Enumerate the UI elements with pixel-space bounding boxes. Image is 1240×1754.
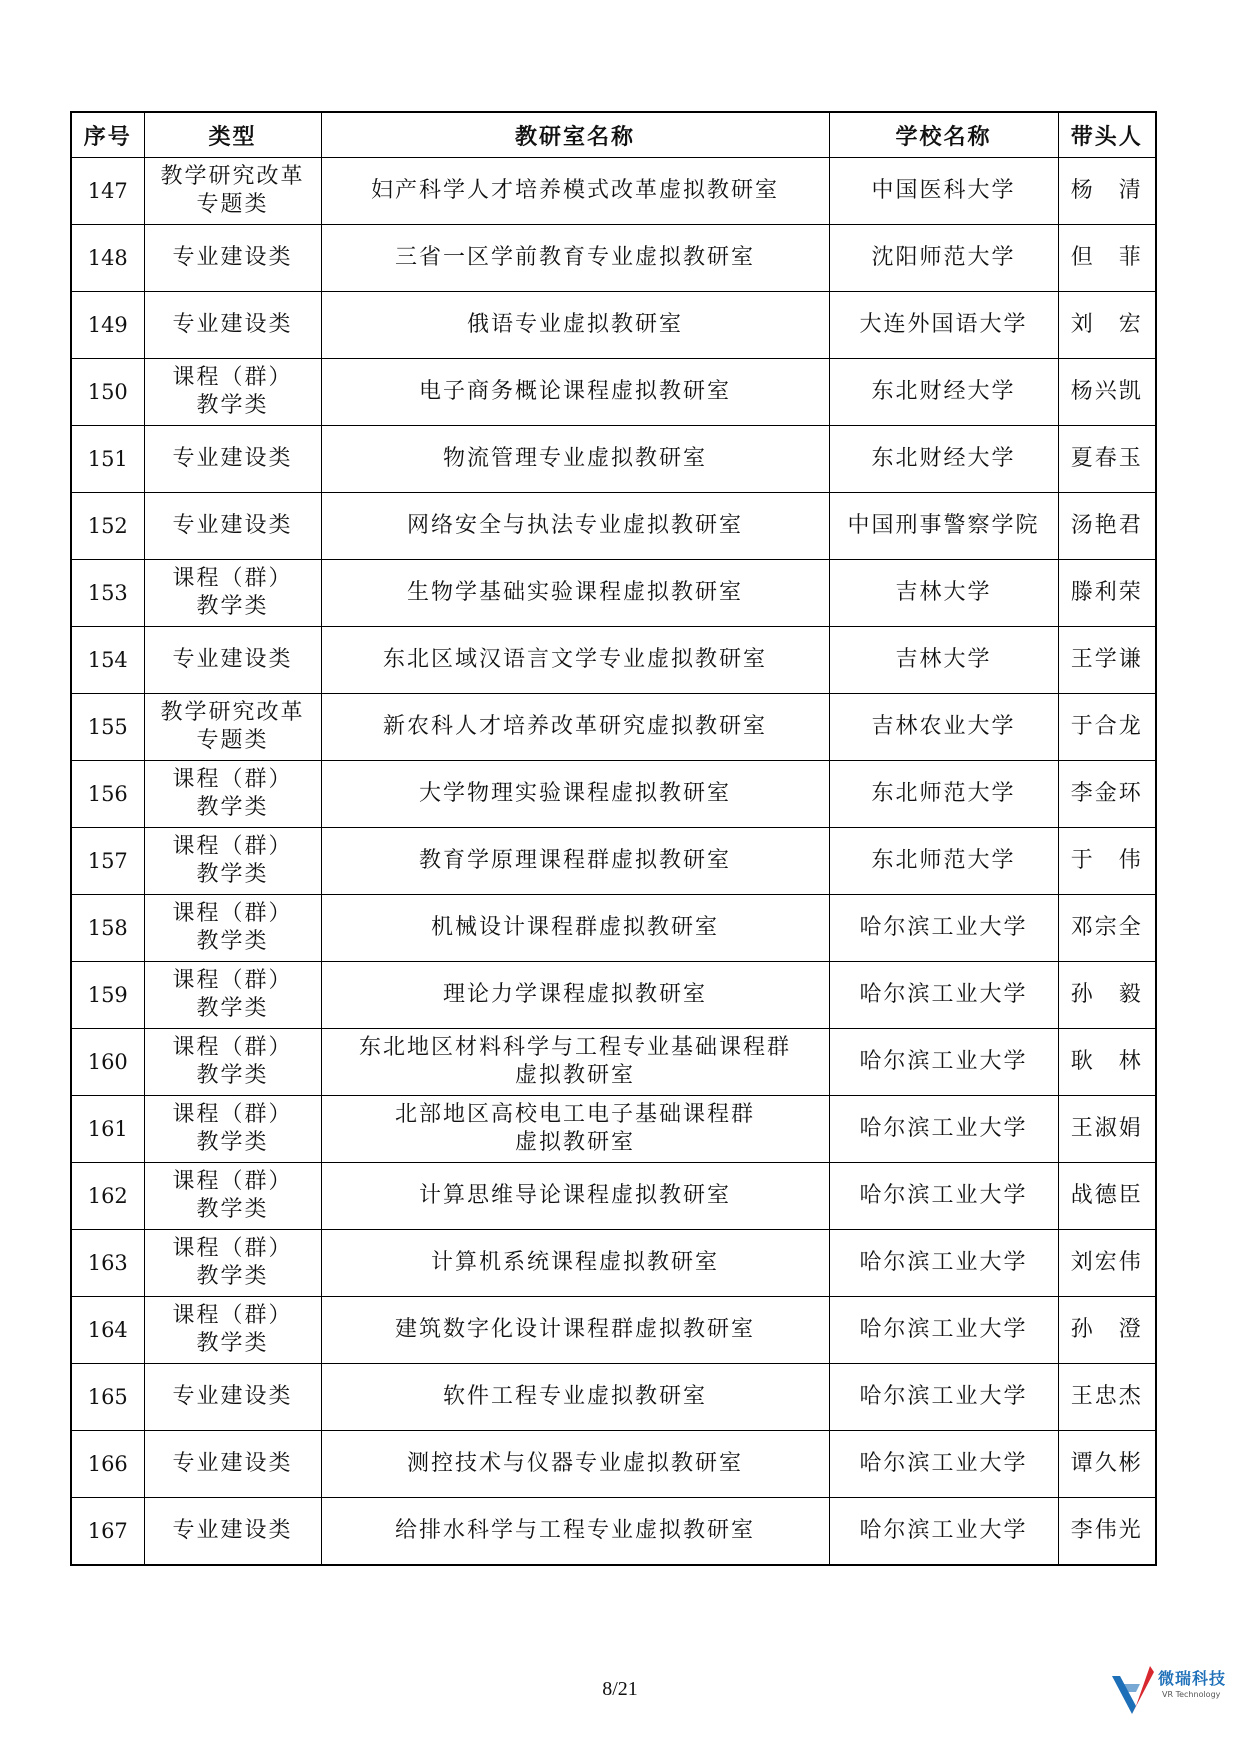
- row-type-line: 专业建设类: [172, 1518, 293, 1543]
- row-lab-name: [321, 359, 829, 426]
- table-row: [71, 1431, 1156, 1498]
- row-type-line: 课程（群）: [172, 1169, 293, 1194]
- row-type-line: 课程（群）: [172, 1236, 293, 1261]
- table-row: [71, 292, 1156, 359]
- row-type-line: 课程（群）: [172, 365, 293, 390]
- header-type: 类型: [144, 112, 321, 158]
- row-type: [144, 493, 321, 560]
- row-lab-name: [321, 761, 829, 828]
- row-lab-name-line: 三省一区学前教育专业虚拟教研室: [394, 245, 755, 270]
- row-school: 中国刑事警察学院: [829, 493, 1058, 560]
- row-school: 中国医科大学: [829, 158, 1058, 225]
- row-index: 160: [71, 1029, 144, 1096]
- row-type: [144, 1230, 321, 1297]
- table-row: [71, 359, 1156, 426]
- row-index: 156: [71, 761, 144, 828]
- row-type-line: 教学类: [196, 996, 269, 1021]
- row-lab-name: [321, 694, 829, 761]
- row-leader: 于 伟: [1058, 828, 1156, 895]
- row-lab-name-line: 北部地区高校电工电子基础课程群: [394, 1102, 755, 1127]
- row-type-line: 教学类: [196, 862, 269, 887]
- row-type-line: 教学研究改革: [160, 700, 305, 725]
- row-lab-name: [321, 962, 829, 1029]
- row-leader: 耿 林: [1058, 1029, 1156, 1096]
- row-type: [144, 627, 321, 694]
- row-type-line: 专业建设类: [172, 647, 293, 672]
- table-row: [71, 761, 1156, 828]
- lab-list-table: [70, 111, 1157, 1566]
- row-lab-name-line: 妇产科学人才培养模式改革虚拟教研室: [370, 178, 779, 203]
- row-school: 哈尔滨工业大学: [829, 1364, 1058, 1431]
- row-school: 哈尔滨工业大学: [829, 1431, 1058, 1498]
- row-type: [144, 1498, 321, 1566]
- row-school: 哈尔滨工业大学: [829, 1498, 1058, 1566]
- row-lab-name: [321, 1096, 829, 1163]
- row-leader: 夏春玉: [1058, 426, 1156, 493]
- row-leader: 孙 毅: [1058, 962, 1156, 1029]
- row-type: [144, 1029, 321, 1096]
- table-row: [71, 1230, 1156, 1297]
- watermark-sub: VR Technology: [1162, 1690, 1221, 1699]
- row-type: [144, 694, 321, 761]
- row-leader: 杨兴凯: [1058, 359, 1156, 426]
- header-index: 序号: [71, 112, 144, 158]
- row-type-line: 课程（群）: [172, 968, 293, 993]
- row-lab-name-line: 测控技术与仪器专业虚拟教研室: [406, 1451, 743, 1476]
- row-type: [144, 1364, 321, 1431]
- row-school: 哈尔滨工业大学: [829, 1096, 1058, 1163]
- row-lab-name-line: 网络安全与执法专业虚拟教研室: [406, 513, 743, 538]
- row-type-line: 专题类: [196, 728, 269, 753]
- row-index: 155: [71, 694, 144, 761]
- row-index: 166: [71, 1431, 144, 1498]
- row-lab-name-line: 虚拟教研室: [514, 1130, 635, 1155]
- table-row: [71, 828, 1156, 895]
- row-lab-name: [321, 1230, 829, 1297]
- row-lab-name-line: 大学物理实验课程虚拟教研室: [418, 781, 731, 806]
- row-index: 167: [71, 1498, 144, 1566]
- row-school: 哈尔滨工业大学: [829, 1163, 1058, 1230]
- table-row: [71, 1163, 1156, 1230]
- row-index: 154: [71, 627, 144, 694]
- table-row: [71, 694, 1156, 761]
- row-school: 哈尔滨工业大学: [829, 1029, 1058, 1096]
- row-leader: 邓宗全: [1058, 895, 1156, 962]
- row-type: [144, 292, 321, 359]
- row-type: [144, 895, 321, 962]
- row-type: [144, 1096, 321, 1163]
- row-leader: 汤艳君: [1058, 493, 1156, 560]
- header-name: 教研室名称: [321, 112, 829, 158]
- row-leader: 刘 宏: [1058, 292, 1156, 359]
- row-type-line: 教学类: [196, 393, 269, 418]
- table-row: [71, 1498, 1156, 1566]
- row-leader: 战德臣: [1058, 1163, 1156, 1230]
- row-type-line: 课程（群）: [172, 1035, 293, 1060]
- row-lab-name-line: 教育学原理课程群虚拟教研室: [418, 848, 731, 873]
- row-lab-name: [321, 1297, 829, 1364]
- row-index: 149: [71, 292, 144, 359]
- row-type-line: 专题类: [196, 192, 269, 217]
- row-school: 东北财经大学: [829, 426, 1058, 493]
- row-lab-name-line: 建筑数字化设计课程群虚拟教研室: [394, 1317, 755, 1342]
- row-lab-name: [321, 560, 829, 627]
- row-type-line: 专业建设类: [172, 1384, 293, 1409]
- row-lab-name-line: 物流管理专业虚拟教研室: [442, 446, 707, 471]
- row-index: 159: [71, 962, 144, 1029]
- row-index: 147: [71, 158, 144, 225]
- table-row: [71, 1364, 1156, 1431]
- row-type-line: 课程（群）: [172, 901, 293, 926]
- table-body: [71, 158, 1156, 1566]
- row-type: [144, 359, 321, 426]
- row-index: 157: [71, 828, 144, 895]
- table-row: [71, 1029, 1156, 1096]
- table-row: [71, 225, 1156, 292]
- row-lab-name-line: 生物学基础实验课程虚拟教研室: [406, 580, 743, 605]
- row-lab-name: [321, 895, 829, 962]
- v-logo-icon: [1110, 1662, 1158, 1722]
- row-index: 165: [71, 1364, 144, 1431]
- row-type-line: 教学类: [196, 1264, 269, 1289]
- row-type: [144, 560, 321, 627]
- row-index: 151: [71, 426, 144, 493]
- row-school: 哈尔滨工业大学: [829, 895, 1058, 962]
- row-school: 东北师范大学: [829, 761, 1058, 828]
- row-school: 东北财经大学: [829, 359, 1058, 426]
- row-type: [144, 962, 321, 1029]
- row-leader: 但 菲: [1058, 225, 1156, 292]
- row-type-line: 教学类: [196, 594, 269, 619]
- row-lab-name: [321, 426, 829, 493]
- row-lab-name-line: 计算思维导论课程虚拟教研室: [418, 1183, 731, 1208]
- row-school: 哈尔滨工业大学: [829, 1230, 1058, 1297]
- row-index: 152: [71, 493, 144, 560]
- row-lab-name: [321, 1029, 829, 1096]
- row-lab-name-line: 俄语专业虚拟教研室: [466, 312, 683, 337]
- row-lab-name-line: 新农科人才培养改革研究虚拟教研室: [382, 714, 767, 739]
- row-leader: 滕利荣: [1058, 560, 1156, 627]
- table-row: [71, 560, 1156, 627]
- row-type-line: 课程（群）: [172, 1303, 293, 1328]
- row-type-line: 课程（群）: [172, 1102, 293, 1127]
- table-row: [71, 627, 1156, 694]
- row-leader: 李伟光: [1058, 1498, 1156, 1566]
- row-school: 东北师范大学: [829, 828, 1058, 895]
- row-leader: 谭久彬: [1058, 1431, 1156, 1498]
- table-row: [71, 158, 1156, 225]
- table-row: [71, 1297, 1156, 1364]
- row-type-line: 专业建设类: [172, 1451, 293, 1476]
- header-leader: 带头人: [1058, 112, 1156, 158]
- row-type-line: 教学类: [196, 1331, 269, 1356]
- row-school: 哈尔滨工业大学: [829, 1297, 1058, 1364]
- row-type-line: 课程（群）: [172, 834, 293, 859]
- row-lab-name-line: 电子商务概论课程虚拟教研室: [418, 379, 731, 404]
- row-leader: 王忠杰: [1058, 1364, 1156, 1431]
- row-index: 163: [71, 1230, 144, 1297]
- row-lab-name: [321, 828, 829, 895]
- row-lab-name: [321, 1364, 829, 1431]
- row-lab-name-line: 东北区域汉语言文学专业虚拟教研室: [382, 647, 767, 672]
- watermark-logo: [1110, 1656, 1230, 1736]
- row-index: 153: [71, 560, 144, 627]
- row-school: 沈阳师范大学: [829, 225, 1058, 292]
- table-row: [71, 426, 1156, 493]
- row-type: [144, 158, 321, 225]
- row-type-line: 教学研究改革: [160, 164, 305, 189]
- row-lab-name-line: 给排水科学与工程专业虚拟教研室: [394, 1518, 755, 1543]
- row-lab-name: [321, 225, 829, 292]
- row-type: [144, 761, 321, 828]
- row-type-line: 专业建设类: [172, 513, 293, 538]
- row-lab-name-line: 东北地区材料科学与工程专业基础课程群: [358, 1035, 791, 1060]
- row-type-line: 教学类: [196, 1063, 269, 1088]
- row-lab-name-line: 虚拟教研室: [514, 1063, 635, 1088]
- row-school: 吉林大学: [829, 560, 1058, 627]
- row-lab-name: [321, 1498, 829, 1566]
- row-type-line: 课程（群）: [172, 566, 293, 591]
- row-school: 吉林农业大学: [829, 694, 1058, 761]
- row-index: 162: [71, 1163, 144, 1230]
- row-type-line: 专业建设类: [172, 312, 293, 337]
- row-school: 吉林大学: [829, 627, 1058, 694]
- row-type: [144, 426, 321, 493]
- watermark-brand: 微瑞科技: [1158, 1669, 1227, 1688]
- row-leader: 王淑娟: [1058, 1096, 1156, 1163]
- row-type: [144, 1163, 321, 1230]
- row-lab-name: [321, 627, 829, 694]
- page-number: 8/21: [602, 1678, 638, 1700]
- row-leader: 孙 澄: [1058, 1297, 1156, 1364]
- row-type-line: 教学类: [196, 795, 269, 820]
- table-row: [71, 493, 1156, 560]
- row-leader: 李金环: [1058, 761, 1156, 828]
- row-index: 158: [71, 895, 144, 962]
- row-school: 大连外国语大学: [829, 292, 1058, 359]
- table-row: [71, 962, 1156, 1029]
- row-lab-name: [321, 1163, 829, 1230]
- row-lab-name-line: 理论力学课程虚拟教研室: [442, 982, 707, 1007]
- row-leader: 王学谦: [1058, 627, 1156, 694]
- row-type-line: 专业建设类: [172, 245, 293, 270]
- table-header: [71, 112, 1156, 158]
- row-type-line: 课程（群）: [172, 767, 293, 792]
- row-type-line: 教学类: [196, 1130, 269, 1155]
- row-index: 164: [71, 1297, 144, 1364]
- row-index: 150: [71, 359, 144, 426]
- row-type-line: 教学类: [196, 929, 269, 954]
- row-school: 哈尔滨工业大学: [829, 962, 1058, 1029]
- table-row: [71, 895, 1156, 962]
- row-type: [144, 225, 321, 292]
- row-lab-name: [321, 292, 829, 359]
- row-leader: 于合龙: [1058, 694, 1156, 761]
- row-type: [144, 828, 321, 895]
- header-school: 学校名称: [829, 112, 1058, 158]
- row-leader: 杨 清: [1058, 158, 1156, 225]
- row-lab-name: [321, 493, 829, 560]
- row-type: [144, 1431, 321, 1498]
- row-lab-name: [321, 158, 829, 225]
- row-type-line: 教学类: [196, 1197, 269, 1222]
- row-type: [144, 1297, 321, 1364]
- row-lab-name-line: 计算机系统课程虚拟教研室: [430, 1250, 719, 1275]
- row-type-line: 专业建设类: [172, 446, 293, 471]
- row-leader: 刘宏伟: [1058, 1230, 1156, 1297]
- row-lab-name-line: 机械设计课程群虚拟教研室: [430, 915, 719, 940]
- table-row: [71, 1096, 1156, 1163]
- row-index: 148: [71, 225, 144, 292]
- row-lab-name-line: 软件工程专业虚拟教研室: [442, 1384, 707, 1409]
- row-lab-name: [321, 1431, 829, 1498]
- row-index: 161: [71, 1096, 144, 1163]
